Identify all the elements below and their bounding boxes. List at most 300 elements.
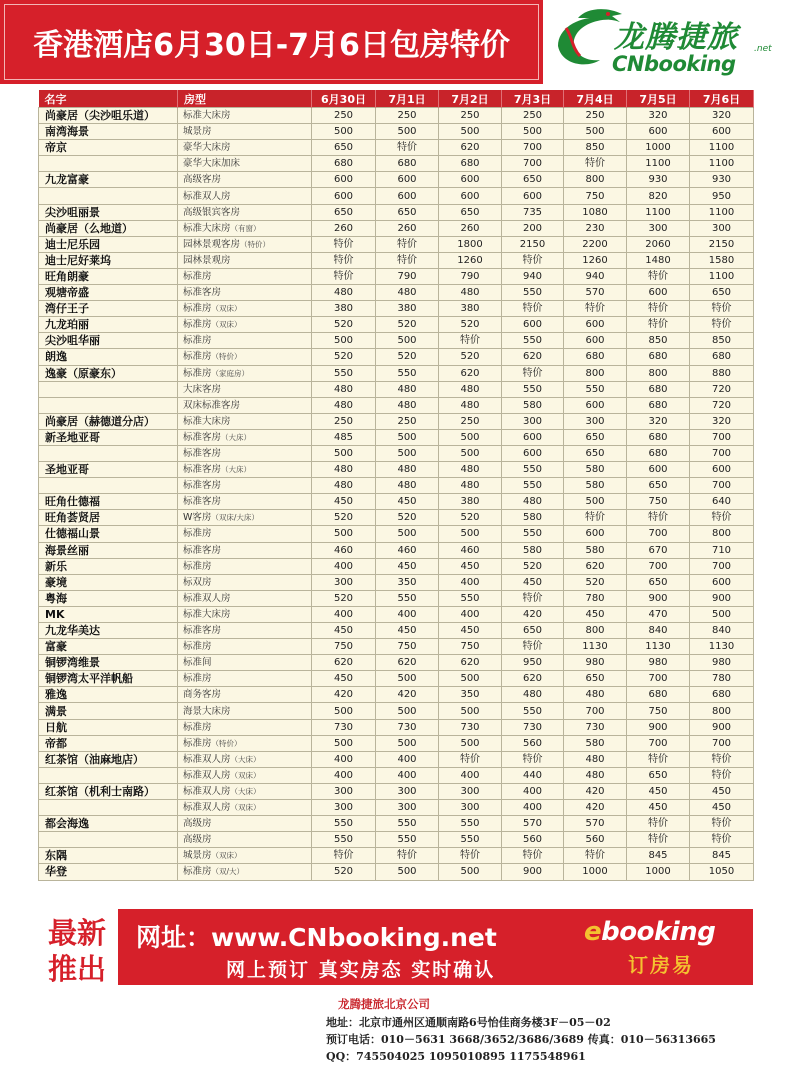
price-cell: 特价 — [627, 816, 690, 832]
price-cell: 580 — [564, 478, 627, 494]
price-cell: 600 — [502, 188, 564, 204]
room-type-label: 标准客房 — [183, 544, 222, 556]
price-cell: 320 — [627, 108, 690, 124]
price-cell: 600 — [376, 188, 439, 204]
price-cell: 845 — [627, 848, 690, 864]
price-cell: 650 — [376, 204, 439, 220]
price-cell: 450 — [564, 606, 627, 622]
price-cell: 520 — [376, 317, 439, 333]
price-cell: 1130 — [627, 639, 690, 655]
price-cell: 特价 — [690, 816, 754, 832]
hotel-name-cell: 朗逸 — [39, 349, 178, 365]
price-cell: 250 — [439, 108, 502, 124]
price-cell: 300 — [690, 220, 754, 236]
hotel-name-cell: 尖沙咀丽景 — [39, 204, 178, 220]
price-cell: 420 — [312, 687, 376, 703]
price-cell: 620 — [439, 365, 502, 381]
price-cell: 720 — [690, 397, 754, 413]
website-url[interactable]: 网址：www.CNbooking.net — [136, 923, 497, 952]
hotel-name-cell: 华登 — [39, 864, 178, 880]
price-cell: 850 — [690, 333, 754, 349]
room-type-cell — [178, 671, 312, 687]
logo-english-text: CNbooking — [612, 52, 736, 76]
table-row — [39, 832, 754, 848]
hotel-name-cell: 尚豪居（么地道） — [39, 220, 178, 236]
price-cell: 1800 — [439, 236, 502, 252]
title-banner — [0, 0, 543, 84]
price-cell: 2200 — [564, 236, 627, 252]
room-type-label: 标准房 — [183, 721, 212, 733]
hotel-name-cell — [39, 156, 178, 172]
price-cell: 450 — [627, 783, 690, 799]
price-cell: 790 — [376, 268, 439, 284]
price-cell: 650 — [502, 623, 564, 639]
room-type-cell — [178, 220, 312, 236]
price-cell: 特价 — [627, 510, 690, 526]
table-row — [39, 542, 754, 558]
room-type-cell — [178, 429, 312, 445]
room-type-cell — [178, 751, 312, 767]
table-row — [39, 558, 754, 574]
price-cell: 230 — [564, 220, 627, 236]
room-type-label: 标准大床房 — [183, 415, 231, 427]
room-type-label: 标准房 — [183, 866, 212, 878]
price-cell: 640 — [690, 494, 754, 510]
price-cell: 450 — [376, 494, 439, 510]
hotel-name-cell: 旺角荟贤居 — [39, 510, 178, 526]
price-cell: 460 — [312, 542, 376, 558]
price-cell: 300 — [376, 800, 439, 816]
price-cell: 670 — [627, 542, 690, 558]
price-cell: 500 — [312, 124, 376, 140]
room-type-note: （双床） — [211, 320, 242, 330]
ebooking-subtitle: 订房易 — [628, 953, 694, 977]
hotel-name-cell: 新乐 — [39, 558, 178, 574]
price-cell: 1580 — [690, 252, 754, 268]
room-type-label: 双床标准客房 — [183, 399, 241, 411]
promo-slogan: 网上预订 真实房态 实时确认 — [226, 959, 496, 981]
price-cell: 400 — [502, 783, 564, 799]
price-cell: 特价 — [564, 156, 627, 172]
table-row — [39, 623, 754, 639]
price-cell: 300 — [312, 574, 376, 590]
price-cell: 700 — [690, 445, 754, 461]
room-type-cell — [178, 526, 312, 542]
price-cell: 750 — [439, 639, 502, 655]
column-header-name: 名字 — [39, 90, 178, 108]
price-cell: 500 — [376, 429, 439, 445]
price-cell: 450 — [502, 574, 564, 590]
cnbooking-logo[interactable] — [548, 2, 798, 82]
hotel-name-cell — [39, 445, 178, 461]
price-cell: 650 — [564, 429, 627, 445]
price-cell: 450 — [312, 623, 376, 639]
table-row — [39, 574, 754, 590]
price-cell: 780 — [690, 671, 754, 687]
room-type-cell — [178, 349, 312, 365]
price-cell: 1130 — [564, 639, 627, 655]
table-row — [39, 204, 754, 220]
room-type-cell — [178, 445, 312, 461]
price-cell: 500 — [376, 526, 439, 542]
price-cell: 550 — [502, 526, 564, 542]
price-cell: 400 — [439, 574, 502, 590]
room-type-cell — [178, 655, 312, 671]
room-type-cell — [178, 510, 312, 526]
price-cell: 650 — [627, 767, 690, 783]
promo-left-line2: 推出 — [47, 952, 106, 986]
room-type-label: 高级房 — [183, 834, 212, 846]
room-type-label: 城景房 — [183, 850, 212, 862]
price-cell: 300 — [376, 783, 439, 799]
hotel-name-cell: 铜锣湾太平洋帆船 — [39, 671, 178, 687]
table-row — [39, 268, 754, 284]
price-cell: 480 — [564, 767, 627, 783]
price-cell: 380 — [439, 301, 502, 317]
price-cell: 700 — [690, 558, 754, 574]
room-type-note: （大床） — [221, 465, 252, 475]
hotel-name-cell: 九龙华美达 — [39, 623, 178, 639]
price-cell: 800 — [564, 623, 627, 639]
price-cell: 420 — [564, 783, 627, 799]
table-row — [39, 462, 754, 478]
price-cell: 1100 — [690, 268, 754, 284]
price-cell: 450 — [627, 800, 690, 816]
price-cell: 480 — [312, 397, 376, 413]
price-cell: 520 — [564, 574, 627, 590]
price-cell: 300 — [439, 800, 502, 816]
room-type-cell — [178, 478, 312, 494]
price-cell: 1100 — [627, 156, 690, 172]
price-cell: 680 — [690, 687, 754, 703]
price-cell: 450 — [376, 558, 439, 574]
price-cell: 730 — [439, 719, 502, 735]
price-cell: 300 — [564, 413, 627, 429]
room-type-label: 大床客房 — [183, 383, 222, 395]
price-cell: 880 — [690, 365, 754, 381]
hotel-name-cell: 九龙富豪 — [39, 172, 178, 188]
table-row — [39, 800, 754, 816]
price-cell: 700 — [564, 703, 627, 719]
room-type-cell — [178, 623, 312, 639]
price-cell: 730 — [312, 719, 376, 735]
hotel-price-table — [38, 90, 754, 881]
price-cell: 380 — [439, 494, 502, 510]
hotel-name-cell: 雅逸 — [39, 687, 178, 703]
price-cell: 950 — [502, 655, 564, 671]
price-cell: 900 — [502, 864, 564, 880]
price-cell: 650 — [502, 172, 564, 188]
price-cell: 560 — [502, 832, 564, 848]
price-cell: 550 — [376, 816, 439, 832]
price-cell: 480 — [502, 687, 564, 703]
price-cell: 特价 — [376, 252, 439, 268]
price-cell: 600 — [690, 462, 754, 478]
room-type-cell — [178, 188, 312, 204]
room-type-label: 标准房 — [183, 641, 212, 653]
price-cell: 900 — [690, 719, 754, 735]
hotel-name-cell: 粤海 — [39, 590, 178, 606]
hotel-name-cell: 尖沙咀华丽 — [39, 333, 178, 349]
price-cell: 250 — [376, 108, 439, 124]
table-row — [39, 140, 754, 156]
price-cell: 380 — [376, 301, 439, 317]
price-cell: 500 — [439, 735, 502, 751]
price-cell: 600 — [564, 333, 627, 349]
room-type-label: 标准房 — [183, 367, 212, 379]
room-type-label: 高级房 — [183, 818, 212, 830]
hotel-name-cell: 九龙珀丽 — [39, 317, 178, 333]
hotel-name-cell: 逸豪（原豪东） — [39, 365, 178, 381]
hotel-name-cell: 新圣地亚哥 — [39, 429, 178, 445]
price-cell: 500 — [376, 124, 439, 140]
price-cell: 260 — [439, 220, 502, 236]
column-header-date: 7月5日 — [627, 90, 690, 108]
price-cell: 特价 — [564, 848, 627, 864]
price-cell: 特价 — [690, 767, 754, 783]
room-type-cell — [178, 124, 312, 140]
price-cell: 580 — [564, 735, 627, 751]
price-cell: 500 — [439, 671, 502, 687]
price-cell: 特价 — [502, 751, 564, 767]
price-cell: 600 — [627, 285, 690, 301]
price-cell: 600 — [439, 172, 502, 188]
price-cell: 485 — [312, 429, 376, 445]
price-cell: 520 — [502, 558, 564, 574]
price-cell: 720 — [690, 381, 754, 397]
price-cell: 710 — [690, 542, 754, 558]
room-type-note: （双床） — [230, 770, 261, 780]
price-cell: 1100 — [627, 204, 690, 220]
price-cell: 特价 — [312, 848, 376, 864]
price-cell: 900 — [627, 590, 690, 606]
price-cell: 520 — [312, 510, 376, 526]
price-cell: 320 — [690, 108, 754, 124]
price-cell: 550 — [502, 285, 564, 301]
price-cell: 特价 — [690, 317, 754, 333]
price-cell: 650 — [312, 204, 376, 220]
hotel-name-cell — [39, 832, 178, 848]
table-row — [39, 703, 754, 719]
hotel-name-cell: 都会海逸 — [39, 816, 178, 832]
price-cell: 570 — [564, 816, 627, 832]
price-cell: 特价 — [627, 301, 690, 317]
room-type-cell — [178, 381, 312, 397]
hotel-name-cell: 帝京 — [39, 140, 178, 156]
room-type-label: 标准房 — [183, 673, 212, 685]
room-type-cell — [178, 285, 312, 301]
price-cell: 500 — [564, 124, 627, 140]
price-cell: 500 — [376, 864, 439, 880]
hotel-name-cell: 仕德福山景 — [39, 526, 178, 542]
price-cell: 620 — [439, 140, 502, 156]
room-type-cell — [178, 252, 312, 268]
price-cell: 790 — [439, 268, 502, 284]
price-cell: 600 — [376, 172, 439, 188]
table-row — [39, 365, 754, 381]
price-cell: 特价 — [376, 236, 439, 252]
price-cell: 560 — [564, 832, 627, 848]
table-row — [39, 413, 754, 429]
price-cell: 500 — [502, 124, 564, 140]
price-cell: 400 — [439, 767, 502, 783]
price-cell: 520 — [312, 349, 376, 365]
room-type-cell — [178, 639, 312, 655]
price-cell: 600 — [564, 526, 627, 542]
room-type-note: （家庭房） — [211, 368, 250, 378]
table-row — [39, 816, 754, 832]
price-cell: 620 — [502, 349, 564, 365]
hotel-name-cell: 日航 — [39, 719, 178, 735]
price-cell: 400 — [376, 606, 439, 622]
price-cell: 特价 — [439, 848, 502, 864]
company-phone: 预订电话：010－5631 3668/3652/3686/3689 传真：010－56313665 — [326, 1033, 716, 1046]
price-cell: 特价 — [502, 639, 564, 655]
room-type-label: 豪华大床房 — [183, 142, 231, 154]
price-cell: 900 — [627, 719, 690, 735]
price-cell: 850 — [564, 140, 627, 156]
table-row — [39, 349, 754, 365]
table-row — [39, 429, 754, 445]
price-cell: 600 — [439, 188, 502, 204]
table-row — [39, 156, 754, 172]
room-type-cell — [178, 156, 312, 172]
price-cell: 260 — [312, 220, 376, 236]
price-cell: 580 — [502, 397, 564, 413]
table-row — [39, 494, 754, 510]
price-cell: 400 — [439, 606, 502, 622]
room-type-label: 标准房 — [183, 319, 212, 331]
room-type-label: 园林景观房 — [183, 254, 231, 266]
price-cell: 840 — [627, 623, 690, 639]
column-header-room: 房型 — [178, 90, 312, 108]
price-cell: 470 — [627, 606, 690, 622]
price-cell: 480 — [312, 478, 376, 494]
company-name: 龙腾捷旅北京公司 — [338, 997, 430, 1011]
room-type-cell — [178, 317, 312, 333]
price-cell: 570 — [502, 816, 564, 832]
price-cell: 500 — [376, 735, 439, 751]
table-row — [39, 767, 754, 783]
hotel-name-cell: 帝都 — [39, 735, 178, 751]
table-row — [39, 220, 754, 236]
price-cell: 620 — [439, 655, 502, 671]
price-cell: 440 — [502, 767, 564, 783]
table-row — [39, 687, 754, 703]
room-type-label: 城景房 — [183, 126, 212, 138]
room-type-label: 高级客房 — [183, 174, 222, 186]
price-cell: 620 — [564, 558, 627, 574]
hotel-name-cell: 铜锣湾维景 — [39, 655, 178, 671]
table-row — [39, 590, 754, 606]
price-cell: 特价 — [690, 832, 754, 848]
price-cell: 750 — [627, 494, 690, 510]
price-cell: 1080 — [564, 204, 627, 220]
price-cell: 400 — [502, 800, 564, 816]
room-type-label: 标准客房 — [183, 431, 222, 443]
price-cell: 980 — [690, 655, 754, 671]
price-cell: 680 — [627, 445, 690, 461]
room-type-label: 高级银宾客房 — [183, 206, 241, 218]
room-type-cell — [178, 365, 312, 381]
promo-left-line1: 最新 — [47, 916, 106, 950]
price-cell: 1260 — [439, 252, 502, 268]
price-cell: 特价 — [502, 590, 564, 606]
price-cell: 特价 — [627, 832, 690, 848]
price-cell: 650 — [627, 574, 690, 590]
price-cell: 400 — [312, 751, 376, 767]
room-type-cell — [178, 108, 312, 124]
price-cell: 480 — [439, 285, 502, 301]
price-cell: 特价 — [627, 751, 690, 767]
table-row — [39, 108, 754, 124]
price-cell: 520 — [439, 349, 502, 365]
hotel-name-cell: 东隅 — [39, 848, 178, 864]
room-type-label: 标准房 — [183, 528, 212, 540]
price-cell: 特价 — [502, 365, 564, 381]
price-cell: 500 — [312, 735, 376, 751]
price-cell: 620 — [502, 671, 564, 687]
price-cell: 特价 — [502, 848, 564, 864]
price-cell: 750 — [312, 639, 376, 655]
price-cell: 750 — [627, 703, 690, 719]
room-type-label: 标准房 — [183, 335, 212, 347]
price-cell: 900 — [690, 590, 754, 606]
price-cell: 560 — [502, 735, 564, 751]
table-row — [39, 333, 754, 349]
room-type-cell — [178, 333, 312, 349]
price-cell: 550 — [376, 365, 439, 381]
price-cell: 400 — [312, 767, 376, 783]
hotel-name-cell: 豪境 — [39, 574, 178, 590]
table-row — [39, 252, 754, 268]
price-cell: 480 — [376, 381, 439, 397]
price-cell: 特价 — [312, 268, 376, 284]
hotel-name-cell: 迪士尼乐园 — [39, 236, 178, 252]
price-cell: 480 — [312, 462, 376, 478]
price-cell: 680 — [627, 349, 690, 365]
price-cell: 600 — [564, 317, 627, 333]
price-cell: 500 — [312, 445, 376, 461]
price-cell: 600 — [564, 397, 627, 413]
price-cell: 500 — [439, 429, 502, 445]
price-cell: 550 — [439, 832, 502, 848]
price-cell: 260 — [376, 220, 439, 236]
price-cell: 650 — [312, 140, 376, 156]
price-cell: 1130 — [690, 639, 754, 655]
price-cell: 700 — [627, 558, 690, 574]
price-cell: 300 — [502, 413, 564, 429]
price-cell: 460 — [439, 542, 502, 558]
price-cell: 500 — [439, 445, 502, 461]
ebooking-text: booking — [601, 917, 716, 947]
price-cell: 580 — [564, 542, 627, 558]
price-cell: 480 — [564, 687, 627, 703]
price-cell: 600 — [502, 429, 564, 445]
price-cell: 1000 — [627, 140, 690, 156]
price-cell: 780 — [564, 590, 627, 606]
table-row — [39, 606, 754, 622]
room-type-label: 豪华大床加床 — [183, 158, 241, 170]
room-type-label: 标准间 — [183, 657, 212, 669]
price-cell: 980 — [627, 655, 690, 671]
price-cell: 845 — [690, 848, 754, 864]
room-type-cell — [178, 864, 312, 880]
price-cell: 250 — [376, 413, 439, 429]
price-cell: 200 — [502, 220, 564, 236]
price-cell: 550 — [502, 462, 564, 478]
price-cell: 650 — [627, 478, 690, 494]
